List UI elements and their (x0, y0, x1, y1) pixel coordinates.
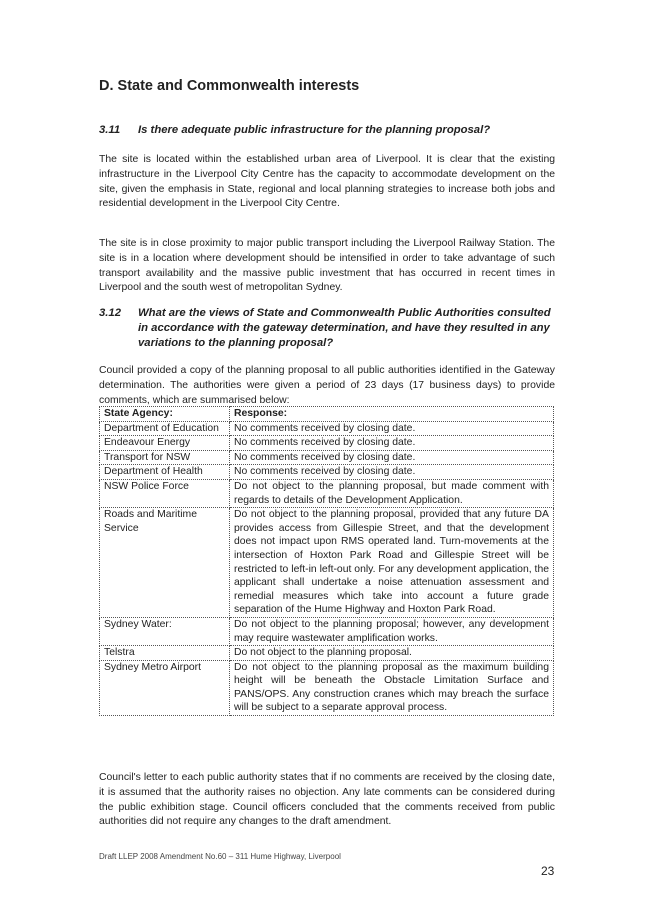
table-row (100, 508, 554, 618)
table-row (100, 479, 554, 507)
response-cell: Do not object to the planning proposal; however, any development may require wastewater amplification works. (230, 617, 554, 645)
response-cell: Do not object to the planning proposal. (230, 646, 554, 661)
agency-response-table (99, 406, 554, 716)
table-row (100, 421, 554, 436)
section-heading: D. State and Commonwealth interests (99, 78, 360, 94)
paragraph-transport: The site is in close proximity to major public transport including the Liverpool Railway Station. The site is in a location where development should be intensified in order to take advantage of such transport availability and the massive public investment that has occurred in recent times in Liverpool and the south west of metropolitan Sydney. (99, 238, 555, 294)
table-row (100, 465, 554, 480)
table-row (100, 646, 554, 661)
agency-cell: Roads and Maritime Service (100, 508, 230, 618)
response-cell: No comments received by closing date. (230, 421, 554, 436)
agency-cell: Transport for NSW (100, 450, 230, 465)
agency-cell: Telstra (100, 646, 230, 661)
question-title: What are the views of State and Commonwealth Public Authorities consulted in accordance with the gateway determination, and have they resulted in any variations to the planning proposal? (138, 307, 551, 349)
paragraph-consultation: Council provided a copy of the planning proposal to all public authorities identified in the Gateway determination. The authorities were given a period of 23 days (17 business days) to provide comments, which are summarised below: (99, 365, 555, 406)
paragraph-infrastructure: The site is located within the established urban area of Liverpool. It is clear that the existing infrastructure in the Liverpool City Centre has the capacity to accommodate development on the site, given the emphasis in State, regional and local planning strategies to increase both jobs and residential development in the Liverpool City Centre. (99, 154, 555, 210)
question-number: 3.11 (99, 124, 121, 136)
response-cell: Do not object to the planning proposal, but made comment with regards to details of the Development Application. (230, 479, 554, 507)
page-number: 23 (541, 864, 555, 878)
agency-cell: Sydney Water: (100, 617, 230, 645)
paragraph-conclusion: Council's letter to each public authority states that if no comments are received by the closing date, it is assumed that the authority raises no objection. Any late comments can be considered during the public exhibition stage. Council officers concluded that the comments received from public authorities did not require any changes to the draft amendment. (99, 772, 555, 828)
table-row (100, 450, 554, 465)
response-cell: No comments received by closing date. (230, 465, 554, 480)
table-header-row (100, 407, 554, 422)
page-footer: Draft LLEP 2008 Amendment No.60 – 311 Hume Highway, Liverpool (99, 852, 341, 861)
response-cell: Do not object to the planning proposal, provided that any future DA provides access from Gillespie Street, and that the development does not impact upon RMS operated land. Turn-movements at the intersection of Hoxton Park Road and Gillespie Street will be restricted to left-in left-out only. For any development application, the applicant shall undertake a noise attenuation assessment and remedial measures which take into account a future grade separation of the Hume Highway and Hoxton Park Road. (230, 508, 554, 618)
agency-cell: NSW Police Force (100, 479, 230, 507)
question-title: Is there adequate public infrastructure for the planning proposal? (138, 124, 491, 136)
question-3-11 (99, 123, 559, 138)
response-cell: No comments received by closing date. (230, 450, 554, 465)
response-cell: No comments received by closing date. (230, 436, 554, 451)
question-3-12 (99, 306, 559, 351)
table-row (100, 617, 554, 645)
agency-cell: Department of Education (100, 421, 230, 436)
question-number: 3.12 (99, 307, 121, 319)
header-agency: State Agency: (100, 407, 230, 422)
table-row (100, 660, 554, 715)
agency-cell: Endeavour Energy (100, 436, 230, 451)
table-row (100, 436, 554, 451)
agency-cell: Department of Health (100, 465, 230, 480)
agency-cell: Sydney Metro Airport (100, 660, 230, 715)
header-response: Response: (230, 407, 554, 422)
response-cell: Do not object to the planning proposal as the maximum building height will be beneath the Obstacle Limitation Surface and PANS/OPS. Any construction cranes which may breach the surface will be subject to a separate approval process. (230, 660, 554, 715)
